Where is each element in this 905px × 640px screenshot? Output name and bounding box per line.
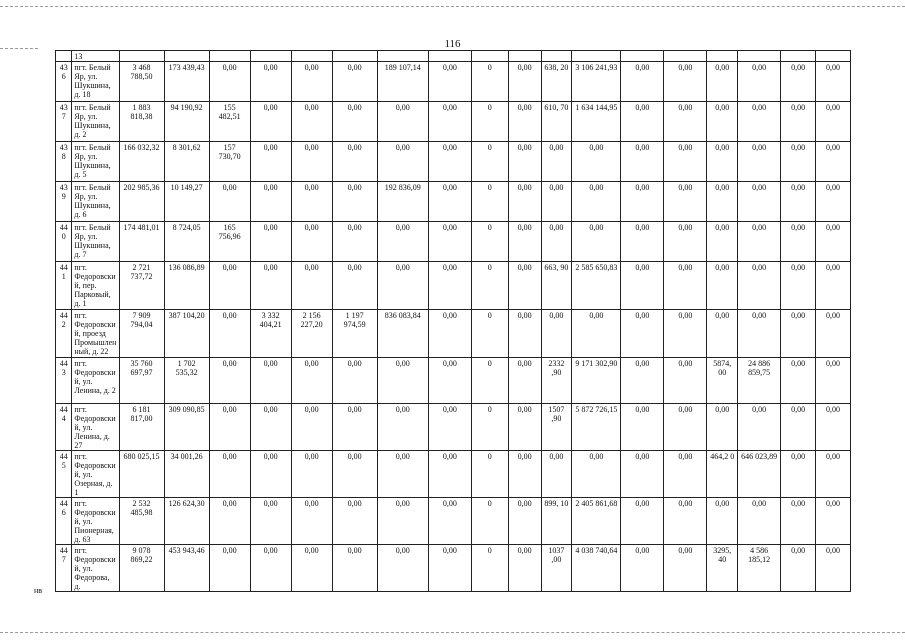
table-row — [56, 451, 851, 498]
cell-value: 0,00 — [209, 451, 250, 498]
cell-value: 0,00 — [816, 262, 851, 310]
cell-value: 0,00 — [781, 498, 816, 545]
cell-value: 3 468 788,50 — [119, 62, 164, 102]
cell-value: 0,00 — [707, 262, 738, 310]
cell-empty — [621, 51, 664, 62]
cell-value: 0 — [471, 358, 508, 404]
cell-value: 0,00 — [541, 182, 572, 222]
cell-value: 0,00 — [332, 545, 377, 592]
cell-address: пгт. Федоровский, ул. Ленина, д. 2 — [72, 358, 119, 404]
cell-value: 0,00 — [291, 222, 332, 262]
cell-value: 35 760 697,97 — [119, 358, 164, 404]
cell-value: 0,00 — [428, 358, 471, 404]
cell-value: 0,00 — [291, 262, 332, 310]
cell-value: 0,00 — [209, 358, 250, 404]
cell-value: 0,00 — [572, 142, 621, 182]
cell-value: 0,00 — [816, 545, 851, 592]
cell-value: 0,00 — [738, 182, 781, 222]
cell-num: 44 1 — [56, 262, 72, 310]
cell-value: 0,00 — [209, 182, 250, 222]
cell-value: 0,00 — [781, 451, 816, 498]
cell-value: 0,00 — [738, 262, 781, 310]
table-row-header — [56, 51, 851, 62]
cell-num: 44 7 — [56, 545, 72, 592]
cell-value: 0,00 — [377, 404, 428, 451]
cell-value: 0,00 — [291, 102, 332, 142]
cell-num: 44 3 — [56, 358, 72, 404]
cell-value: 0,00 — [508, 545, 541, 592]
cell-value: 0,00 — [332, 404, 377, 451]
cell-value: 0,00 — [707, 222, 738, 262]
cell-value: 0,00 — [621, 222, 664, 262]
scan-edge-top — [0, 6, 905, 7]
cell-value: 0,00 — [250, 222, 291, 262]
cell-empty — [707, 51, 738, 62]
cell-value: 0,00 — [707, 182, 738, 222]
cell-value: 0,00 — [738, 310, 781, 358]
table-row — [56, 182, 851, 222]
cell-value: 0,00 — [291, 182, 332, 222]
cell-value: 0,00 — [377, 498, 428, 545]
cell-value: 166 032,32 — [119, 142, 164, 182]
table-row — [56, 310, 851, 358]
cell-value: 0 — [471, 498, 508, 545]
cell-value: 0,00 — [664, 182, 707, 222]
cell-value: 1507 ,90 — [541, 404, 572, 451]
cell-value: 0,00 — [707, 102, 738, 142]
cell-value: 0,00 — [664, 404, 707, 451]
cell-address: пгт. Белый Яр, ул. Шукшина, д. 6 — [72, 182, 119, 222]
cell-value: 0,00 — [250, 545, 291, 592]
cell-num: 44 4 — [56, 404, 72, 451]
cell-value: 0,00 — [781, 62, 816, 102]
cell-value: 610, 70 — [541, 102, 572, 142]
cell-value: 0,00 — [377, 142, 428, 182]
cell-value: 1037 ,00 — [541, 545, 572, 592]
cell-value: 10 149,27 — [164, 182, 209, 222]
cell-value: 0,00 — [738, 404, 781, 451]
cell-value: 0 — [471, 262, 508, 310]
cell-value: 0,00 — [572, 310, 621, 358]
cell-value: 0,00 — [541, 451, 572, 498]
cell-value: 0,00 — [816, 102, 851, 142]
cell-value: 0,00 — [428, 310, 471, 358]
cell-value: 0,00 — [428, 262, 471, 310]
cell-value: 387 104,20 — [164, 310, 209, 358]
cell-value: 0,00 — [541, 310, 572, 358]
cell-value: 0,00 — [572, 222, 621, 262]
cell-address: пгт. Федоровский, ул. Озерная, д. 1 — [72, 451, 119, 498]
cell-value: 0,00 — [738, 142, 781, 182]
cell-address: пгт. Белый Яр, ул. Шукшина, д. 5 — [72, 142, 119, 182]
cell-value: 0 — [471, 451, 508, 498]
cell-value: 0,00 — [332, 102, 377, 142]
cell-value: 0,00 — [508, 182, 541, 222]
cell-value: 638, 20 — [541, 62, 572, 102]
cell-value: 0,00 — [621, 404, 664, 451]
cell-value: 0,00 — [291, 545, 332, 592]
cell-value: 0,00 — [332, 262, 377, 310]
cell-value: 0,00 — [781, 102, 816, 142]
cell-value: 0,00 — [664, 358, 707, 404]
cell-empty — [119, 51, 164, 62]
cell-value: 0,00 — [332, 498, 377, 545]
cell-value: 0,00 — [508, 102, 541, 142]
cell-value: 0 — [471, 310, 508, 358]
cell-value: 0,00 — [508, 358, 541, 404]
cell-value: 0,00 — [291, 404, 332, 451]
cell-value: 0,00 — [377, 222, 428, 262]
cell-value: 0,00 — [209, 404, 250, 451]
cell-empty — [664, 51, 707, 62]
cell-value: 94 190,92 — [164, 102, 209, 142]
cell-value: 0,00 — [508, 498, 541, 545]
cell-value: 0,00 — [816, 404, 851, 451]
cell-value: 0,00 — [508, 262, 541, 310]
cell-value: 1 883 818,38 — [119, 102, 164, 142]
cell-value: 0,00 — [664, 102, 707, 142]
table-row — [56, 358, 851, 404]
cell-address: пгт. Федоровский, проезд Промышленный, д. 22 — [72, 310, 119, 358]
cell-value: 0,00 — [250, 102, 291, 142]
cell-value: 0,00 — [738, 222, 781, 262]
cell-address: пгт. Белый Яр, ул. Шукшина, д. 2 — [72, 102, 119, 142]
cell-address: пгт. Белый Яр, ул. Шукшина, д. 7 — [72, 222, 119, 262]
page-number: 116 — [444, 38, 461, 50]
cell-value: 0,00 — [428, 182, 471, 222]
cell-value: 0,00 — [250, 262, 291, 310]
cell-value: 0,00 — [707, 142, 738, 182]
cell-value: 2 156 227,20 — [291, 310, 332, 358]
cell-value: 0,00 — [428, 142, 471, 182]
cell-value: 0,00 — [209, 498, 250, 545]
cell-value: 0,00 — [781, 310, 816, 358]
cell-value: 5 872 726,15 — [572, 404, 621, 451]
cell-value: 0,00 — [707, 62, 738, 102]
cell-value: 0,00 — [377, 262, 428, 310]
cell-value: 0,00 — [816, 310, 851, 358]
cell-value: 0,00 — [781, 222, 816, 262]
cell-value: 4 038 740,64 — [572, 545, 621, 592]
cell-value: 0,00 — [541, 222, 572, 262]
cell-value: 192 836,09 — [377, 182, 428, 222]
cell-value: 899, 10 — [541, 498, 572, 545]
cell-value: 0,00 — [332, 451, 377, 498]
cell-value: 0,00 — [707, 310, 738, 358]
cell-value: 453 943,46 — [164, 545, 209, 592]
cell-value: 0,00 — [428, 222, 471, 262]
cell-value: 2 585 650,83 — [572, 262, 621, 310]
cell-value: 0,00 — [250, 451, 291, 498]
cell-value: 8 724,05 — [164, 222, 209, 262]
cell-value: 2 721 737,72 — [119, 262, 164, 310]
cell-value: 174 481,01 — [119, 222, 164, 262]
table-row — [56, 262, 851, 310]
cell-value: 0 — [471, 62, 508, 102]
cell-address: пгт. Белый Яр, ул. Шукшина, д. 18 — [72, 62, 119, 102]
cell-address: пгт. Федоровский, пер. Парковый, д. 1 — [72, 262, 119, 310]
cell-empty — [164, 51, 209, 62]
table-row — [56, 498, 851, 545]
cell-value: 0,00 — [664, 62, 707, 102]
cell-value: 0,00 — [291, 62, 332, 102]
table-row — [56, 102, 851, 142]
cell-address: пгт. Федоровский, ул. Федорова, д. — [72, 545, 119, 592]
cell-empty — [332, 51, 377, 62]
cell-value: 3295, 40 — [707, 545, 738, 592]
cell-value: 464,2 0 — [707, 451, 738, 498]
cell-value: 0,00 — [707, 498, 738, 545]
cell-value: 0,00 — [291, 451, 332, 498]
cell-value: 0,00 — [250, 358, 291, 404]
cell-value: 0,00 — [738, 102, 781, 142]
cell-value: 0,00 — [621, 498, 664, 545]
cell-value: 8 301,62 — [164, 142, 209, 182]
cell-value: 0,00 — [332, 142, 377, 182]
cell-value: 0 — [471, 182, 508, 222]
cell-value: 0 — [471, 142, 508, 182]
cell-value: 0,00 — [250, 182, 291, 222]
cell-value: 0,00 — [621, 102, 664, 142]
cell-value: 173 439,43 — [164, 62, 209, 102]
cell-value: 0,00 — [508, 451, 541, 498]
cell-value: 0,00 — [664, 451, 707, 498]
cell-num: 43 6 — [56, 62, 72, 102]
cell-value: 0,00 — [816, 142, 851, 182]
cell-value: 0,00 — [781, 404, 816, 451]
cell-value: 0,00 — [250, 142, 291, 182]
cell-empty — [291, 51, 332, 62]
cell-value: 1 702 535,32 — [164, 358, 209, 404]
cell-value: 0,00 — [621, 262, 664, 310]
cell-value: 0,00 — [428, 498, 471, 545]
cell-value: 0,00 — [209, 62, 250, 102]
cell-value: 309 090,85 — [164, 404, 209, 451]
cell-value: 126 624,30 — [164, 498, 209, 545]
cell-value: 24 886 859,75 — [738, 358, 781, 404]
table-row — [56, 222, 851, 262]
cell-empty — [572, 51, 621, 62]
cell-value: 34 001,26 — [164, 451, 209, 498]
cell-value: 0,00 — [428, 451, 471, 498]
cell-value: 0,00 — [250, 404, 291, 451]
cell-num: 43 7 — [56, 102, 72, 142]
cell-value: 0,00 — [209, 310, 250, 358]
cell-value: 157 730,70 — [209, 142, 250, 182]
cell-value: 155 482,51 — [209, 102, 250, 142]
cell-value: 0,00 — [816, 62, 851, 102]
cell-empty — [471, 51, 508, 62]
cell-empty — [377, 51, 428, 62]
cell-value: 0,00 — [781, 142, 816, 182]
cell-address: 13 — [72, 51, 119, 62]
cell-value: 0,00 — [816, 182, 851, 222]
cell-value: 1 634 144,95 — [572, 102, 621, 142]
cell-value: 0,00 — [508, 404, 541, 451]
cell-value: 0,00 — [291, 358, 332, 404]
cell-value: 7 909 794,04 — [119, 310, 164, 358]
cell-value: 663, 90 — [541, 262, 572, 310]
cell-value: 0,00 — [621, 310, 664, 358]
cell-value: 0,00 — [291, 498, 332, 545]
cell-value: 0,00 — [572, 451, 621, 498]
cell-value: 4 586 185,12 — [738, 545, 781, 592]
cell-value: 0,00 — [508, 310, 541, 358]
cell-value: 0,00 — [508, 222, 541, 262]
cell-empty — [816, 51, 851, 62]
cell-empty — [250, 51, 291, 62]
cell-value: 0 — [471, 102, 508, 142]
cell-value: 0,00 — [738, 62, 781, 102]
cell-empty — [209, 51, 250, 62]
cell-num: 43 9 — [56, 182, 72, 222]
cell-value: 0,00 — [541, 142, 572, 182]
cell-value: 0,00 — [332, 358, 377, 404]
cell-value: 0,00 — [781, 182, 816, 222]
cell-value: 0,00 — [508, 62, 541, 102]
cell-empty — [738, 51, 781, 62]
cell-value: 0,00 — [332, 62, 377, 102]
cell-empty — [428, 51, 471, 62]
cell-value: 0,00 — [332, 182, 377, 222]
cell-value: 0 — [471, 545, 508, 592]
cell-value: 0,00 — [621, 358, 664, 404]
cell-address: пгт. Федоровский, ул. Ленина, д. 27 — [72, 404, 119, 451]
cell-value: 9 078 869,22 — [119, 545, 164, 592]
cell-empty — [508, 51, 541, 62]
cell-value: 0,00 — [664, 545, 707, 592]
cell-value: 0,00 — [664, 498, 707, 545]
scan-edge-bottom — [0, 632, 905, 633]
cell-value: 0,00 — [428, 102, 471, 142]
cell-num: 44 6 — [56, 498, 72, 545]
cell-value: 0,00 — [621, 142, 664, 182]
cell-value: 0,00 — [816, 498, 851, 545]
cell-value: 0,00 — [250, 62, 291, 102]
data-table — [55, 50, 851, 592]
cell-value: 0,00 — [738, 498, 781, 545]
cell-value: 646 023,89 — [738, 451, 781, 498]
cell-value: 0,00 — [664, 142, 707, 182]
cell-value: 0,00 — [572, 182, 621, 222]
cell-value: 5874, 00 — [707, 358, 738, 404]
table-row — [56, 545, 851, 592]
cell-value: 0 — [471, 222, 508, 262]
cell-value: 0,00 — [291, 142, 332, 182]
cell-value: 0,00 — [664, 262, 707, 310]
cell-empty — [781, 51, 816, 62]
cell-value: 0,00 — [377, 358, 428, 404]
cell-value: 0,00 — [209, 545, 250, 592]
cell-value: 0 — [471, 404, 508, 451]
cell-value: 0,00 — [621, 451, 664, 498]
cell-value: 165 756,96 — [209, 222, 250, 262]
cell-value: 0,00 — [377, 451, 428, 498]
cell-value: 3 332 404,21 — [250, 310, 291, 358]
cell-value: 3 106 241,93 — [572, 62, 621, 102]
footer-mark: нв — [34, 586, 43, 595]
cell-value: 0,00 — [621, 62, 664, 102]
cell-value: 1 197 974,59 — [332, 310, 377, 358]
cell-value: 0,00 — [664, 222, 707, 262]
cell-num: 44 5 — [56, 451, 72, 498]
cell-value: 0,00 — [781, 545, 816, 592]
cell-value: 0,00 — [621, 545, 664, 592]
cell-value: 0,00 — [428, 404, 471, 451]
cell-num: 43 8 — [56, 142, 72, 182]
cell-value: 0,00 — [377, 545, 428, 592]
cell-value: 0,00 — [209, 262, 250, 310]
cell-value: 136 086,89 — [164, 262, 209, 310]
cell-num: 44 2 — [56, 310, 72, 358]
table-row — [56, 404, 851, 451]
cell-value: 0,00 — [621, 182, 664, 222]
cell-value: 0,00 — [781, 262, 816, 310]
cell-value: 0,00 — [332, 222, 377, 262]
table-row — [56, 142, 851, 182]
cell-value: 6 181 817,00 — [119, 404, 164, 451]
cell-value: 0,00 — [781, 358, 816, 404]
cell-value: 0,00 — [816, 222, 851, 262]
cell-value: 0,00 — [816, 358, 851, 404]
cell-value: 680 025,15 — [119, 451, 164, 498]
cell-value: 9 171 302,90 — [572, 358, 621, 404]
cell-num: 44 0 — [56, 222, 72, 262]
cell-empty — [541, 51, 572, 62]
cell-value: 836 083,84 — [377, 310, 428, 358]
cell-value: 0,00 — [664, 310, 707, 358]
cell-value: 0,00 — [707, 404, 738, 451]
cell-num — [56, 51, 72, 62]
cell-value: 2332 ,90 — [541, 358, 572, 404]
cell-value: 189 107,14 — [377, 62, 428, 102]
cell-value: 0,00 — [508, 142, 541, 182]
cell-value: 0,00 — [428, 545, 471, 592]
cell-value: 0,00 — [816, 451, 851, 498]
cell-value: 2 405 861,68 — [572, 498, 621, 545]
cell-value: 0,00 — [428, 62, 471, 102]
cell-value: 0,00 — [377, 102, 428, 142]
cell-value: 0,00 — [250, 498, 291, 545]
cell-value: 202 985,36 — [119, 182, 164, 222]
cell-value: 2 532 485,98 — [119, 498, 164, 545]
table-row — [56, 62, 851, 102]
cell-address: пгт. Федоровский, ул. Пионерная, д. 63 — [72, 498, 119, 545]
